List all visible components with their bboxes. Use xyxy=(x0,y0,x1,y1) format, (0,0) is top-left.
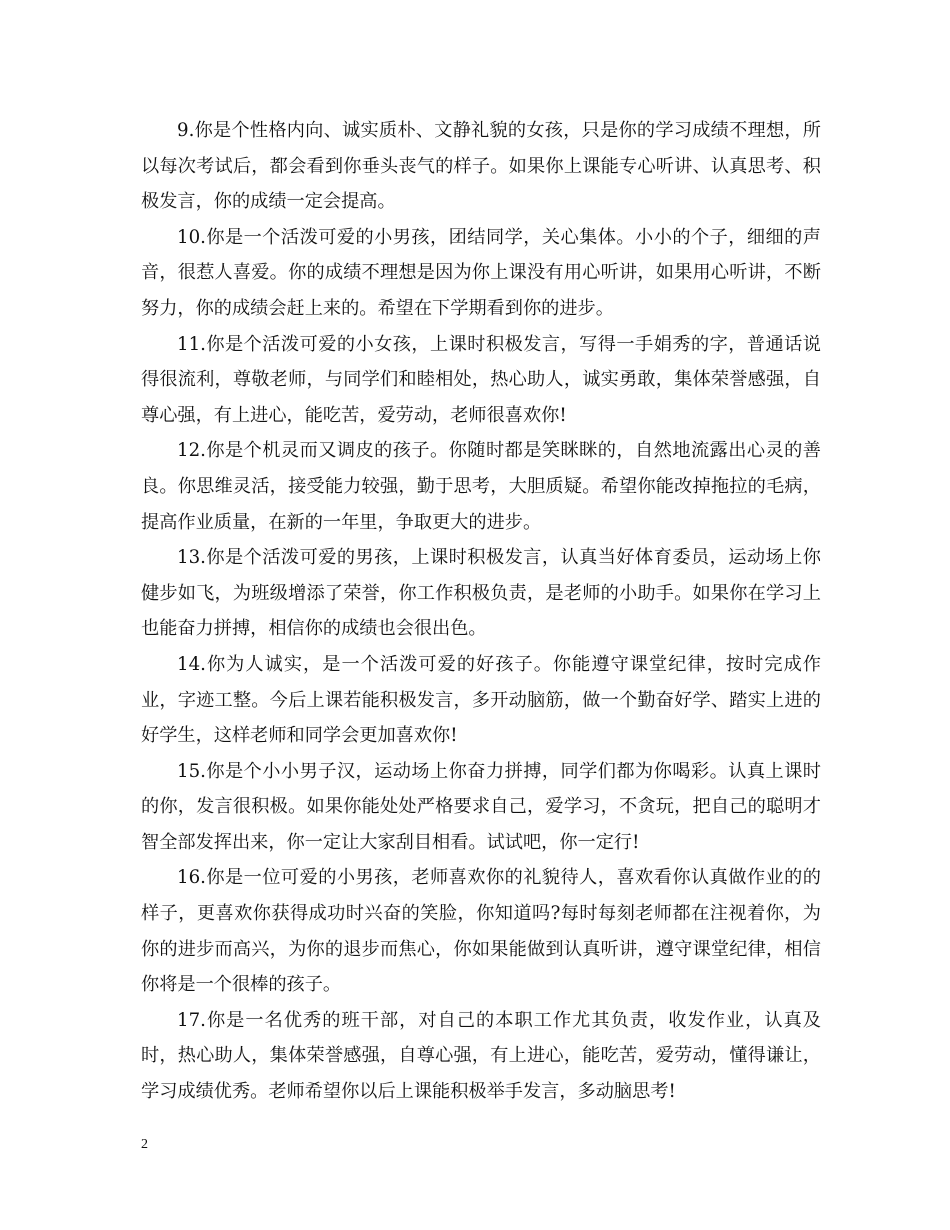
paragraph-11: 11.你是个活泼可爱的小女孩，上课时积极发言，写得一手娟秀的字，普通话说得很流利，尊敬老师，与同学们和睦相处，热心助人，诚实勇敢，集体荣誉感强，自尊心强，有上进心，能吃苦，爱劳动，老师很喜欢你! xyxy=(141,333,821,426)
paragraph-14: 14.你为人诚实，是一个活泼可爱的好孩子。你能遵守课堂纪律，按时完成作业，字迹工整。今后上课若能积极发言，多开动脑筋，做一个勤奋好学、踏实上进的好学生，这样老师和同学会更加喜欢你! xyxy=(141,653,821,747)
document-body xyxy=(141,113,821,1110)
paragraph-16: 16.你是一位可爱的小男孩，老师喜欢你的礼貌待人，喜欢看你认真做作业的的样子，更喜欢你获得成功时兴奋的笑脸，你知道吗?每时每刻老师都在注视着你，为你的进步而高兴，为你的退步而焦心，你如果能做到认真听讲，遵守课堂纪律，相信你将是一个很棒的孩子。 xyxy=(141,867,821,996)
paragraph-9: 9.你是个性格内向、诚实质朴、文静礼貌的女孩，只是你的学习成绩不理想，所以每次考试后，都会看到你垂头丧气的样子。如果你上课能专心听讲、认真思考、积极发言，你的成绩一定会提高。 xyxy=(141,120,821,213)
paragraph-13: 13.你是个活泼可爱的男孩，上课时积极发言，认真当好体育委员，运动场上你健步如飞，为班级增添了荣誉，你工作积极负责，是老师的小助手。如果你在学习上也能奋力拼搏，相信你的成绩也会很出色。 xyxy=(141,547,821,640)
paragraph-10: 10.你是一个活泼可爱的小男孩，团结同学，关心集体。小小的个子，细细的声音，很惹人喜爱。你的成绩不理想是因为你上课没有用心听讲，如果用心听讲，不断努力，你的成绩会赶上来的。希望在下学期看到你的进步。 xyxy=(141,226,821,319)
paragraph-17: 17.你是一名优秀的班干部，对自己的本职工作尤其负责，收发作业，认真及时，热心助人，集体荣誉感强，自尊心强，有上进心，能吃苦，爱劳动，懂得谦让，学习成绩优秀。老师希望你以后上课能积极举手发言，多动脑思考! xyxy=(141,1009,821,1103)
page-number: 2 xyxy=(141,1137,148,1152)
paragraph-15: 15.你是个小小男子汉，运动场上你奋力拼搏，同学们都为你喝彩。认真上课时的你，发言很积极。如果你能处处严格要求自己，爱学习，不贪玩，把自己的聪明才智全部发挥出来，你一定让大家刮目相看。试试吧，你一定行! xyxy=(141,760,821,853)
paragraph-12: 12.你是个机灵而又调皮的孩子。你随时都是笑眯眯的，自然地流露出心灵的善良。你思维灵活，接受能力较强，勤于思考，大胆质疑。希望你能改掉拖拉的毛病，提高作业质量，在新的一年里，争取更大的进步。 xyxy=(141,440,821,533)
